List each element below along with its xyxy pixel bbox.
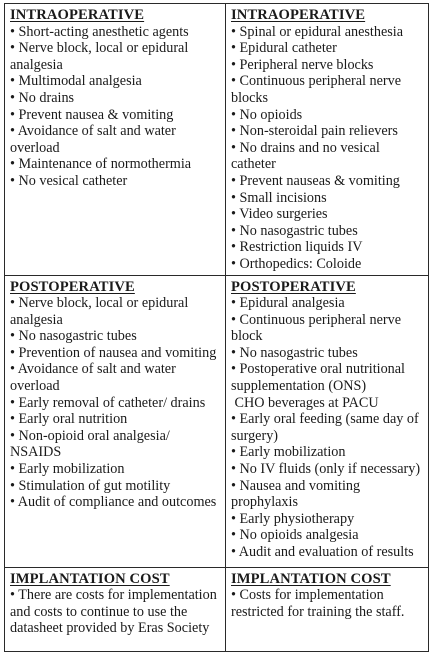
table-row-postoperative bbox=[5, 275, 429, 567]
list-item: • Small incisions bbox=[231, 189, 327, 206]
list-item: • Prevent nausea & vomiting bbox=[10, 106, 174, 123]
section-header: INTRAOPERATIVE bbox=[10, 7, 145, 23]
list-item: • Nerve block, local or epidural analgesia bbox=[10, 40, 189, 73]
list-item: • Short-acting anesthetic agents bbox=[10, 23, 189, 40]
list-item: • There are costs for implementation and costs to continue to use the datasheet provided by Eras Society bbox=[10, 587, 217, 637]
list-item: • Early removal of catheter/ drains bbox=[10, 394, 206, 411]
list-item: • Non-opioid oral analgesia/ NSAIDS bbox=[10, 427, 170, 461]
item-list bbox=[231, 295, 424, 561]
list-item: CHO beverages at PACU bbox=[231, 394, 379, 411]
comparison-table bbox=[4, 3, 429, 652]
cell-implantation-cost-right bbox=[226, 567, 429, 651]
list-item: • Prevention of nausea and vomiting bbox=[10, 344, 217, 361]
section-header: IMPLANTATION COST bbox=[10, 570, 170, 587]
list-item: • No opioids bbox=[231, 106, 303, 123]
section-header: POSTOPERATIVE bbox=[10, 278, 135, 295]
list-item: • Costs for implementation restricted for training the staff. bbox=[231, 587, 405, 620]
list-item: • No IV fluids (only if necessary) bbox=[231, 461, 421, 478]
table-row-intraoperative bbox=[5, 4, 429, 276]
list-item: • Restriction liquids IV bbox=[231, 239, 363, 256]
list-item: • Avoidance of salt and water overload bbox=[10, 123, 176, 156]
list-item: • Stimulation of gut motility bbox=[10, 477, 171, 494]
list-item: • Avoidance of salt and water overload bbox=[10, 361, 176, 395]
list-item: • No vesical catheter bbox=[10, 172, 128, 189]
list-item: • Audit of compliance and outcomes bbox=[10, 494, 217, 511]
list-item: • Postoperative oral nutritional supplementation (ONS) bbox=[231, 361, 405, 395]
list-item: • No nasogastric tubes bbox=[10, 328, 137, 345]
list-item: • Epidural analgesia bbox=[231, 295, 345, 312]
list-item: • Continuous peripheral nerve block bbox=[231, 311, 402, 345]
cell-intraoperative-left bbox=[5, 4, 226, 276]
cell-postoperative-left bbox=[5, 275, 226, 567]
list-item: • No nasogastric tubes bbox=[231, 344, 358, 361]
cell-intraoperative-right bbox=[226, 4, 429, 276]
list-item: • Maintenance of normothermia bbox=[10, 156, 192, 173]
cell-implantation-cost-left bbox=[5, 567, 226, 651]
list-item: • Peripheral nerve blocks bbox=[231, 56, 374, 73]
list-item: • Epidural catheter bbox=[231, 40, 337, 57]
list-item: • Audit and evaluation of results bbox=[231, 544, 414, 560]
list-item: • Multimodal analgesia bbox=[10, 73, 142, 90]
list-item: • Continuous peripheral nerve blocks bbox=[231, 73, 402, 106]
list-item: • Early physiotherapy bbox=[231, 510, 355, 527]
table-row-implantation-cost bbox=[5, 567, 429, 651]
section-header: INTRAOPERATIVE bbox=[231, 7, 366, 23]
list-item: • Prevent nauseas & vomiting bbox=[231, 172, 400, 189]
list-item: • No opioids analgesia bbox=[231, 527, 359, 544]
list-item: • Early mobilization bbox=[10, 461, 125, 478]
list-item: • Spinal or epidural anesthesia bbox=[231, 23, 404, 40]
list-item: • Nerve block, local or epidural analgesia bbox=[10, 295, 189, 328]
list-item: • No drains and no vesical catheter bbox=[231, 139, 380, 173]
list-item: • No nasogastric tubes bbox=[231, 222, 358, 239]
list-item: • Non-steroidal pain relievers bbox=[231, 123, 398, 140]
section-header: POSTOPERATIVE bbox=[231, 278, 356, 295]
list-item: • Early oral nutrition bbox=[10, 411, 128, 428]
item-list bbox=[10, 24, 221, 190]
list-item: • Video surgeries bbox=[231, 206, 328, 223]
list-item: • Early mobilization bbox=[231, 444, 346, 461]
item-list bbox=[231, 24, 424, 273]
list-item: • Nausea and vomiting prophylaxis bbox=[231, 477, 361, 511]
list-item: • No drains bbox=[10, 89, 75, 106]
section-header: IMPLANTATION COST bbox=[231, 570, 391, 587]
item-list bbox=[231, 587, 424, 620]
cell-postoperative-right bbox=[226, 275, 429, 567]
list-item: • Early oral feeding (same day of surgery) bbox=[231, 411, 419, 444]
list-item: • Orthopedics: Coloide bbox=[231, 255, 362, 272]
item-list bbox=[10, 295, 221, 511]
item-list bbox=[10, 587, 221, 637]
